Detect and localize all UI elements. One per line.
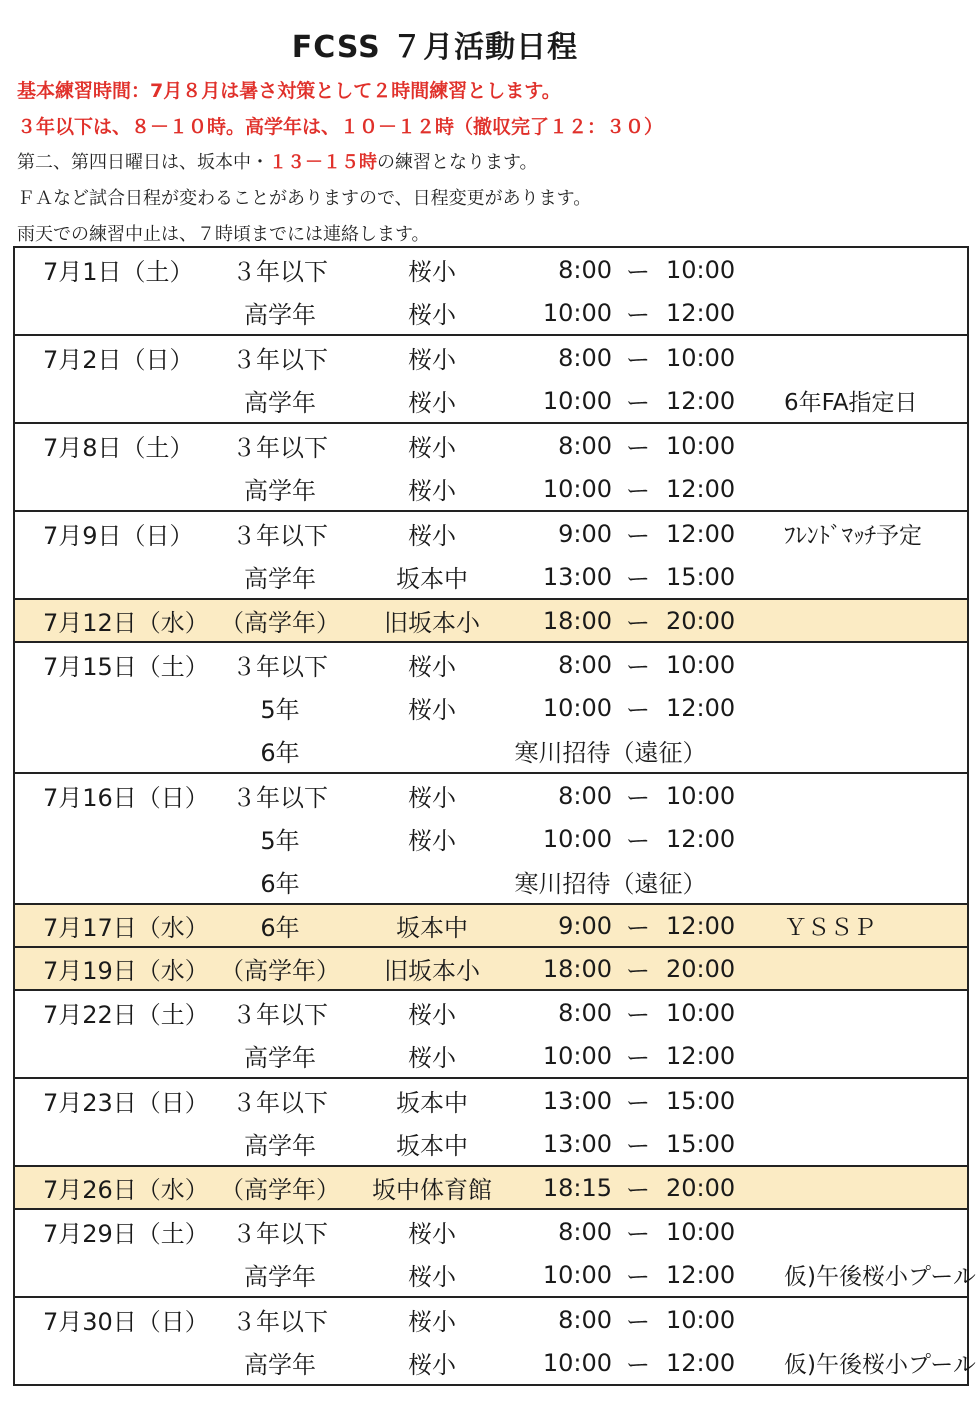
schedule-row [14,1253,968,1297]
schedule-end-time: 20:00 [666,1173,736,1202]
schedule-start-time: 8:00 [558,781,612,810]
schedule-date-empty [14,291,206,335]
schedule-grade: 高学年 [244,1044,316,1072]
schedule-time-dash: ー [626,1001,650,1029]
schedule-row [14,599,968,642]
schedule-date: 7月30日（日） [43,1308,209,1336]
schedule-start-time: 8:00 [558,343,612,372]
schedule-day-group [14,247,968,335]
schedule-place: 桜小 [408,1351,456,1379]
schedule-row [14,817,968,860]
schedule-date: 7月16日（日） [43,784,209,812]
notice-rain-cancel: 雨天での練習中止は、７時頃までには連絡します。 [17,224,430,245]
schedule-note [758,467,968,511]
schedule-start-time: 10:00 [542,1348,612,1377]
schedule-note [758,423,968,467]
notice-grade-times: ３年以下は、８－１０時。高学年は、１０－１２時（撤収完了１２：３０） [17,116,664,138]
schedule-place: 桜小 [408,477,456,505]
schedule-row [14,1209,968,1253]
schedule-time-dash: ー [626,914,650,942]
schedule-note [758,247,968,291]
schedule-grade: ３年以下 [232,1089,328,1117]
schedule-date: 7月17日（水） [43,914,209,942]
schedule-time-dash: ー [626,1132,650,1160]
schedule-time-dash: ー [626,477,650,505]
schedule-grade: 6年 [260,739,300,767]
schedule-start-time: 10:00 [542,386,612,415]
schedule-time-dash: ー [626,301,650,329]
schedule-row [14,1341,968,1385]
schedule-row [14,1034,968,1078]
schedule-grade: ３年以下 [232,258,328,286]
schedule-end-time: 12:00 [666,519,736,548]
schedule-row [14,686,968,729]
schedule-date: 7月8日（土） [43,434,194,462]
schedule-end-time: 12:00 [666,824,736,853]
schedule-time-dash: ー [626,1351,650,1379]
schedule-place: 桜小 [408,1263,456,1291]
schedule-date: 7月19日（水） [43,957,209,985]
schedule-place: 旧坂本小 [384,609,480,637]
schedule-end-time: 15:00 [666,562,736,591]
schedule-row [14,947,968,990]
notice-schedule-change: ＦＡなど試合日程が変わることがありますので、日程変更があります。 [17,188,592,209]
schedule-place: 坂中体育館 [372,1176,492,1204]
schedule-row [14,642,968,686]
schedule-time-dash: ー [626,1089,650,1117]
schedule-grade: 高学年 [244,1351,316,1379]
schedule-date-empty [14,1253,206,1297]
schedule-time-dash: ー [626,522,650,550]
schedule-date-empty [14,1341,206,1385]
schedule-place: 桜小 [408,522,456,550]
schedule-place: 桜小 [408,1308,456,1336]
schedule-place: 桜小 [408,1001,456,1029]
schedule-place: 桜小 [408,346,456,374]
schedule-day-group [14,511,968,599]
schedule-row [14,291,968,335]
schedule-grade: ３年以下 [232,1220,328,1248]
schedule-row [14,379,968,423]
schedule-date-empty [14,555,206,599]
schedule-grade: 5年 [260,696,300,724]
schedule-start-time: 9:00 [558,911,612,940]
schedule-time-dash: ー [626,696,650,724]
schedule-day-group [14,599,968,642]
notice-sunday-practice [17,148,538,174]
schedule-row [14,860,968,904]
schedule-grade: （高学年） [220,957,340,985]
schedule-start-time: 18:00 [542,954,612,983]
schedule-end-time: 10:00 [666,1217,736,1246]
schedule-start-time: 8:00 [558,1217,612,1246]
schedule-row [14,729,968,773]
schedule-day-group [14,423,968,511]
schedule-start-time: 18:00 [542,606,612,635]
schedule-day-group [14,1078,968,1166]
schedule-place: 桜小 [408,434,456,462]
schedule-day-group [14,904,968,947]
schedule-date-empty [14,686,206,729]
schedule-note [758,335,968,379]
schedule-time-dash: ー [626,957,650,985]
schedule-row [14,990,968,1034]
schedule-start-time: 8:00 [558,431,612,460]
schedule-row [14,335,968,379]
schedule-note: ＹＳＳＰ [784,915,876,941]
schedule-place: 桜小 [408,653,456,681]
schedule-time-dash: ー [626,565,650,593]
schedule-day-group [14,773,968,904]
schedule-date: 7月29日（土） [43,1220,209,1248]
schedule-note [758,599,968,642]
schedule-row [14,1122,968,1166]
schedule-end-time: 10:00 [666,998,736,1027]
page-title: FCSS ７月活動日程 [291,30,579,65]
schedule-end-time: 12:00 [666,1041,736,1070]
schedule-end-time: 12:00 [666,693,736,722]
schedule-row [14,904,968,947]
schedule-row [14,555,968,599]
schedule-note: ﾌﾚﾝﾄﾞﾏｯﾁ予定 [784,523,922,549]
schedule-start-time: 8:00 [558,1305,612,1334]
notice-sunday-suffix: の練習となります。 [377,152,538,173]
schedule-grade: 高学年 [244,301,316,329]
schedule-row [14,247,968,291]
schedule-end-time: 12:00 [666,386,736,415]
schedule-start-time: 10:00 [542,1041,612,1070]
schedule-date: 7月26日（水） [43,1176,209,1204]
schedule-day-group [14,335,968,423]
schedule-end-time: 10:00 [666,650,736,679]
schedule-start-time: 8:00 [558,255,612,284]
schedule-place: 旧坂本小 [384,957,480,985]
notice-practice-time: 基本練習時間：7月８月は暑さ対策として２時間練習とします。 [17,80,561,102]
schedule-end-time: 10:00 [666,781,736,810]
schedule-row [14,1166,968,1209]
schedule-start-time: 8:00 [558,650,612,679]
schedule-place: 桜小 [408,784,456,812]
schedule-note: 仮)午後桜小プール [784,1352,976,1378]
schedule-note [758,1078,968,1122]
schedule-grade: ３年以下 [232,1001,328,1029]
schedule-note [758,1209,968,1253]
schedule-end-time: 10:00 [666,1305,736,1334]
schedule-end-time: 20:00 [666,954,736,983]
schedule-time-dash: ー [626,346,650,374]
schedule-time-dash: ー [626,389,650,417]
schedule-grade: ３年以下 [232,522,328,550]
schedule-date-empty [14,1034,206,1078]
schedule-date: 7月12日（水） [43,609,209,637]
schedule-grade: ３年以下 [232,1308,328,1336]
schedule-end-time: 12:00 [666,474,736,503]
schedule-row [14,773,968,817]
schedule-start-time: 13:00 [542,1129,612,1158]
schedule-start-time: 10:00 [542,1260,612,1289]
schedule-note: 6年FA指定日 [784,390,918,416]
schedule-start-time: 9:00 [558,519,612,548]
schedule-table [13,246,976,1386]
schedule-place: 桜小 [408,1220,456,1248]
schedule-row [14,511,968,555]
schedule-row [14,423,968,467]
schedule-grade: 高学年 [244,1263,316,1291]
schedule-end-time: 12:00 [666,1260,736,1289]
schedule-end-time: 12:00 [666,911,736,940]
schedule-place: 坂本中 [396,1132,468,1160]
schedule-note [758,291,968,335]
schedule-row [14,1297,968,1341]
schedule-date-empty [14,1122,206,1166]
schedule-start-time: 18:15 [542,1173,612,1202]
schedule-time-dash: ー [626,609,650,637]
schedule-note [758,1166,968,1209]
schedule-grade: ３年以下 [232,346,328,374]
schedule-note [758,990,968,1034]
schedule-grade: 6年 [260,914,300,942]
schedule-start-time: 8:00 [558,998,612,1027]
schedule-end-time: 20:00 [666,606,736,635]
schedule-date-empty [14,379,206,423]
schedule-end-time: 10:00 [666,255,736,284]
schedule-grade: 高学年 [244,1132,316,1160]
schedule-place: 桜小 [408,389,456,417]
schedule-place: 桜小 [408,1044,456,1072]
schedule-end-time: 12:00 [666,298,736,327]
schedule-grade: ３年以下 [232,434,328,462]
schedule-start-time: 13:00 [542,1086,612,1115]
schedule-note [758,642,968,686]
schedule-note [758,817,968,860]
schedule-date: 7月2日（日） [43,346,194,374]
schedule-time-dash: ー [626,1044,650,1072]
schedule-note [758,1122,968,1166]
schedule-grade: （高学年） [220,609,340,637]
schedule-day-group [14,1166,968,1209]
schedule-event: 寒川招待（遠征） [514,739,707,767]
notice-sunday-prefix: 第二、第四日曜日は、坂本中・ [17,152,269,173]
schedule-day-group [14,947,968,990]
schedule-time-dash: ー [626,784,650,812]
schedule-end-time: 15:00 [666,1086,736,1115]
schedule-note [758,1034,968,1078]
schedule-end-time: 10:00 [666,431,736,460]
schedule-day-group [14,642,968,773]
schedule-note [758,947,968,990]
schedule-place: 坂本中 [396,914,468,942]
schedule-date: 7月22日（土） [43,1001,209,1029]
schedule-time-dash: ー [626,653,650,681]
schedule-date: 7月15日（土） [43,653,209,681]
schedule-start-time: 10:00 [542,474,612,503]
schedule-grade: 6年 [260,870,300,898]
schedule-end-time: 15:00 [666,1129,736,1158]
schedule-date-empty [14,729,206,773]
schedule-date-empty [14,817,206,860]
schedule-end-time: 10:00 [666,343,736,372]
schedule-date: 7月23日（日） [43,1089,209,1117]
schedule-grade: （高学年） [220,1176,340,1204]
schedule-note [758,773,968,817]
schedule-row [14,467,968,511]
schedule-place: 桜小 [408,258,456,286]
schedule-grade: 高学年 [244,477,316,505]
schedule-end-time: 12:00 [666,1348,736,1377]
schedule-date: 7月1日（土） [43,258,194,286]
schedule-grade: ３年以下 [232,653,328,681]
schedule-grade: 5年 [260,827,300,855]
schedule-time-dash: ー [626,258,650,286]
schedule-time-dash: ー [626,1308,650,1336]
schedule-note [758,555,968,599]
schedule-grade: ３年以下 [232,784,328,812]
schedule-place: 桜小 [408,301,456,329]
schedule-date: 7月9日（日） [43,522,194,550]
schedule-start-time: 13:00 [542,562,612,591]
schedule-day-group [14,990,968,1078]
schedule-date-empty [14,860,206,904]
schedule-grade: 高学年 [244,565,316,593]
schedule-time-dash: ー [626,1220,650,1248]
schedule-time-dash: ー [626,1176,650,1204]
schedule-time-dash: ー [626,434,650,462]
schedule-day-group [14,1297,976,1385]
schedule-date-empty [14,467,206,511]
schedule-time-dash: ー [626,1263,650,1291]
schedule-start-time: 10:00 [542,298,612,327]
schedule-start-time: 10:00 [542,824,612,853]
schedule-start-time: 10:00 [542,693,612,722]
schedule-note [758,686,968,729]
schedule-note [758,1297,968,1341]
schedule-row [14,1078,968,1122]
schedule-grade: 高学年 [244,389,316,417]
schedule-place: 坂本中 [396,565,468,593]
schedule-place: 坂本中 [396,1089,468,1117]
notice-sunday-time: １３－１５時 [269,152,377,173]
schedule-day-group [14,1209,976,1297]
schedule-time-dash: ー [626,827,650,855]
schedule-event: 寒川招待（遠征） [514,870,707,898]
schedule-place: 桜小 [408,827,456,855]
schedule-place: 桜小 [408,696,456,724]
schedule-note: 仮)午後桜小プール [784,1264,976,1290]
